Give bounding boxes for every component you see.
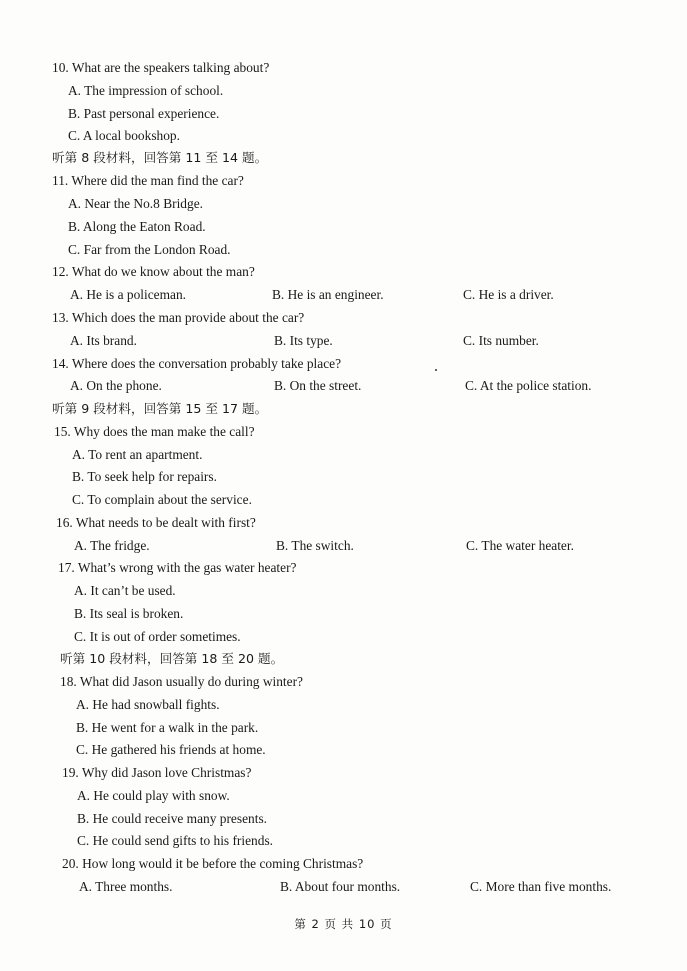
q19-option-a: A. He could play with snow. [77, 788, 230, 803]
q12-option-a: A. He is a policeman. [70, 287, 187, 302]
question-20: 20. How long would it be before the coming Christmas? [62, 856, 364, 871]
q15-option-c: C. To complain about the service. [72, 492, 252, 507]
q20-option-a: A. Three months. [79, 879, 173, 894]
section-9-instruction: 听第 9 段材料，回答第 15 至 17 题。 [52, 401, 268, 416]
q17-option-c: C. It is out of order sometimes. [74, 629, 241, 644]
q12-option-b: B. He is an engineer. [272, 287, 384, 302]
q16-option-b: B. The switch. [276, 538, 354, 553]
question-17: 17. What’s wrong with the gas water heater? [58, 560, 297, 575]
q17-option-b: B. Its seal is broken. [74, 606, 184, 621]
q19-option-c: C. He could send gifts to his friends. [77, 833, 274, 848]
q17-option-a: A. It can’t be used. [74, 583, 176, 598]
q14-option-a: A. On the phone. [70, 378, 162, 393]
q12-option-c: C. He is a driver. [463, 287, 554, 302]
question-16: 16. What needs to be dealt with first? [56, 515, 256, 530]
q11-option-c: C. Far from the London Road. [68, 242, 231, 257]
question-15: 15. Why does the man make the call? [54, 424, 255, 439]
q15-option-a: A. To rent an apartment. [72, 447, 203, 462]
q14-option-c: C. At the police station. [465, 378, 592, 393]
question-19: 19. Why did Jason love Christmas? [62, 765, 252, 780]
question-13: 13. Which does the man provide about the car? [52, 310, 305, 325]
print-speck [435, 369, 437, 371]
q13-option-a: A. Its brand. [70, 333, 137, 348]
question-18: 18. What did Jason usually do during winter? [60, 674, 303, 689]
q11-option-a: A. Near the No.8 Bridge. [68, 196, 203, 211]
q18-option-b: B. He went for a walk in the park. [76, 720, 259, 735]
q14-option-b: B. On the street. [274, 378, 362, 393]
q20-option-c: C. More than five months. [470, 879, 612, 894]
question-14: 14. Where does the conversation probably take place? [52, 356, 342, 371]
question-11: 11. Where did the man find the car? [52, 173, 244, 188]
section-10-instruction: 听第 10 段材料，回答第 18 至 20 题。 [60, 651, 284, 666]
q20-option-b: B. About four months. [280, 879, 401, 894]
question-12: 12. What do we know about the man? [52, 264, 255, 279]
q13-option-c: C. Its number. [463, 333, 539, 348]
page-number-footer: 第 2 页 共 10 页 [294, 917, 393, 931]
q10-option-a: A. The impression of school. [68, 83, 224, 98]
q18-option-c: C. He gathered his friends at home. [76, 742, 266, 757]
q15-option-b: B. To seek help for repairs. [72, 469, 217, 484]
q16-option-a: A. The fridge. [74, 538, 150, 553]
section-8-instruction: 听第 8 段材料，回答第 11 至 14 题。 [52, 150, 268, 165]
q13-option-b: B. Its type. [274, 333, 333, 348]
question-10: 10. What are the speakers talking about? [52, 60, 270, 75]
q19-option-b: B. He could receive many presents. [77, 811, 268, 826]
q10-option-c: C. A local bookshop. [68, 128, 180, 143]
q11-option-b: B. Along the Eaton Road. [68, 219, 206, 234]
q18-option-a: A. He had snowball fights. [76, 697, 220, 712]
q16-option-c: C. The water heater. [466, 538, 574, 553]
q10-option-b: B. Past personal experience. [68, 106, 220, 121]
